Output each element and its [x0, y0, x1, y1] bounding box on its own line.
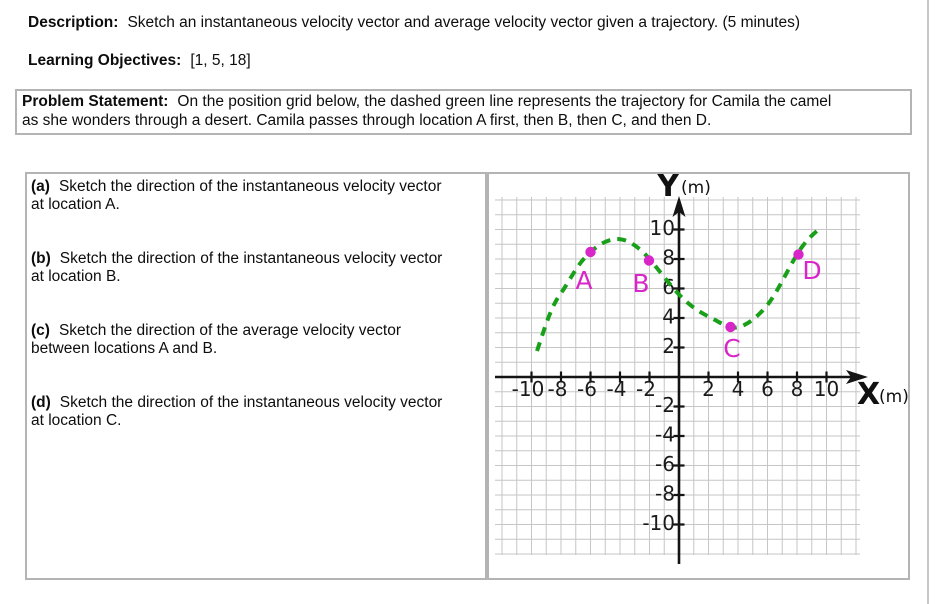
point-d-label: D: [802, 256, 822, 285]
point-a-label: A: [575, 266, 593, 295]
y-tick-label: -6: [655, 452, 675, 476]
x-tick-label: 2: [702, 377, 715, 401]
question-a-line2: at location A.: [31, 195, 120, 213]
y-tick-label: 4: [662, 304, 675, 329]
y-tick-label: -4: [655, 422, 675, 447]
x-tick-label: -2: [636, 377, 656, 401]
question-d-line2: at location C.: [31, 411, 122, 429]
question-c: [31, 322, 401, 357]
question-d-label: (d): [31, 394, 51, 411]
y-tick-label: -10: [642, 511, 675, 535]
x-tick-label: 6: [761, 377, 774, 401]
question-c-label: (c): [31, 322, 50, 339]
description-text: Sketch an instantaneous velocity vector and average velocity vector given a trajectory. (5 minutes): [127, 14, 801, 31]
position-grid-box: [487, 172, 910, 580]
point-a: [585, 247, 595, 257]
y-tick-label: 6: [662, 275, 675, 299]
x-tick-label: -8: [547, 377, 568, 401]
x-axis-label: X: [857, 377, 881, 412]
x-tick-label: 10: [813, 377, 840, 401]
point-b-label: B: [632, 269, 650, 298]
y-tick-label: 8: [662, 245, 675, 270]
question-b-line1: Sketch the direction of the instantaneous velocity vector: [59, 250, 443, 267]
x-tick-label: -6: [577, 377, 597, 401]
x-tick-label: -4: [606, 377, 627, 401]
question-d-line1: Sketch the direction of the instantaneous velocity vector: [59, 394, 443, 411]
learning-objectives-label: Learning Objectives:: [28, 52, 182, 69]
description-line: [28, 14, 800, 32]
point-b: [644, 255, 654, 265]
question-a: [31, 178, 442, 213]
x-tick-label: 8: [790, 377, 804, 401]
learning-objectives-line: [28, 52, 251, 70]
y-tick-label: 2: [662, 334, 675, 358]
position-grid-chart: [489, 174, 908, 578]
question-c-line1: Sketch the direction of the average velocity vector: [58, 322, 401, 339]
x-tick-label: -10: [511, 377, 545, 401]
x-tick-label: 4: [731, 377, 745, 401]
point-c-label: C: [723, 334, 741, 363]
y-axis-unit-label: (m): [681, 178, 711, 198]
learning-objectives-text: [1, 5, 18]: [190, 52, 251, 69]
question-b-line2: at location B.: [31, 267, 121, 285]
question-a-line1: Sketch the direction of the instantaneous velocity vector: [58, 178, 442, 195]
question-d: [31, 394, 442, 429]
problem-statement-text-line2: as she wonders through a desert. Camila passes through location A first, then B, then C, and then D.: [22, 111, 712, 129]
page-right-edge: [927, 0, 929, 604]
questions-box: [25, 172, 487, 580]
point-c: [725, 322, 735, 332]
x-axis-unit-label: (m): [879, 387, 908, 407]
description-label: Description:: [28, 14, 119, 31]
problem-statement-text-line1: On the position grid below, the dashed green line represents the trajectory for Camila the camel: [177, 93, 832, 110]
question-b: [31, 250, 442, 285]
problem-statement-label: Problem Statement:: [22, 93, 169, 110]
y-tick-label: 10: [649, 216, 675, 240]
question-b-label: (b): [31, 250, 51, 267]
y-tick-label: -2: [655, 393, 675, 417]
question-a-label: (a): [31, 178, 50, 195]
y-tick-label: -8: [655, 481, 675, 506]
y-axis-label: Y: [657, 174, 679, 204]
question-c-line2: between locations A and B.: [31, 339, 218, 357]
problem-statement-box: [15, 89, 912, 135]
